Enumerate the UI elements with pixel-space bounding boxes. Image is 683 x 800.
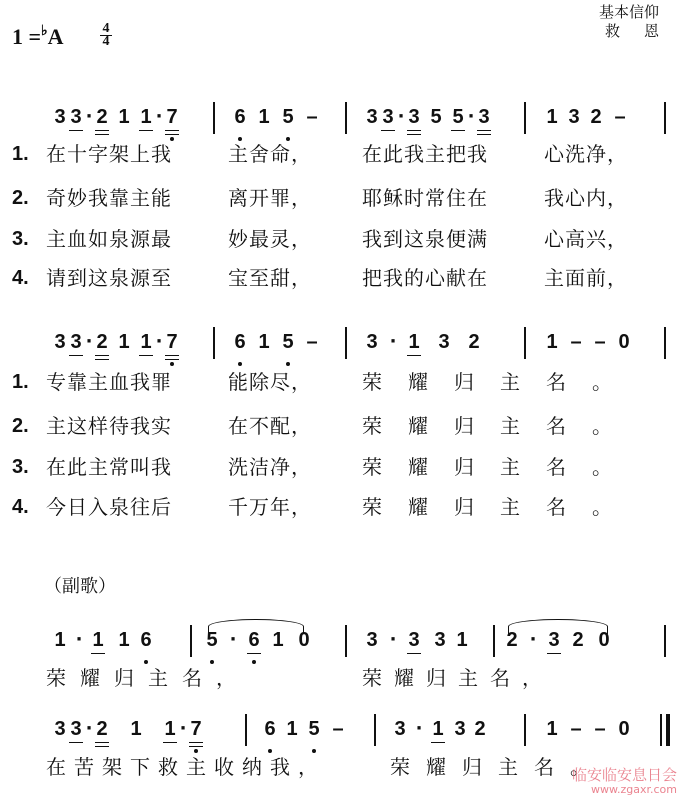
chorus-lyric-phrase: 荣耀归主名， (46, 666, 250, 690)
barline (374, 714, 376, 746)
verse-number: 4. (12, 267, 29, 289)
barline (190, 625, 192, 657)
barline (345, 102, 347, 134)
measure-4: 1 3 2 – (546, 106, 626, 128)
barline (524, 102, 526, 134)
barline (345, 625, 347, 657)
lyric-phrase: 主血如泉源最 (46, 227, 172, 251)
lyric-phrase: 今日入泉往后 (46, 495, 172, 519)
chorus-label: （副歌） (44, 576, 116, 597)
watermark-text: 临安临安息日会 (571, 766, 677, 784)
lyric-phrase: 能除尽， (228, 370, 312, 394)
lyric-phrase: 在此我主把我 (362, 142, 488, 166)
measure-4: 2 · 3 2 0 (506, 629, 610, 651)
barline (664, 102, 666, 134)
verse-number: 2. (12, 187, 29, 209)
barline (493, 625, 495, 657)
measure-1: 1 · 1 1 6 (52, 629, 154, 663)
barline (524, 327, 526, 359)
chorus-lyric-phrase: 在苦架下救主收纳我， (46, 755, 326, 779)
barline (213, 102, 215, 134)
lyric-phrase: 荣耀归主名。 (362, 370, 638, 394)
chorus-notation-row-1 (0, 629, 683, 663)
barline (213, 327, 215, 359)
barline (345, 327, 347, 359)
final-barline (660, 714, 662, 746)
lyric-phrase: 在不配， (228, 414, 312, 438)
measure-3: 3 3 · 3 5 5 · 3 (364, 106, 492, 140)
watermark-url: www.zgaxr.com (591, 783, 677, 796)
measure-2: 6 1 5 – (262, 718, 346, 752)
lyric-phrase: 荣耀归主名。 (362, 455, 638, 479)
time-signature: 4 4 (102, 21, 110, 49)
verse-number: 2. (12, 415, 29, 437)
lyric-phrase: 洗洁净， (228, 455, 312, 479)
measure-1: 3 3 · 2 1 1 · 7 (52, 331, 180, 365)
barline (664, 625, 666, 657)
lyric-phrase: 耶稣时常住在 (362, 186, 488, 210)
lyric-phrase: 主面前， (544, 266, 628, 290)
measure-4: 1 – – 0 (546, 718, 630, 740)
lyric-phrase: 在此主常叫我 (46, 455, 172, 479)
lyric-phrase: 荣耀归主名。 (362, 414, 638, 438)
measure-1: 3 3 · 2 1 1 · 7 (52, 106, 180, 140)
lyric-phrase: 我到这泉便满 (362, 227, 488, 251)
barline (524, 714, 526, 746)
lyric-phrase: 心洗净， (544, 142, 628, 166)
lyric-phrase: 荣耀归主名。 (362, 495, 638, 519)
measure-3: 3 · 3 3 1 (366, 629, 468, 651)
lyric-phrase: 主这样待我实 (46, 414, 172, 438)
measure-2: 5 · 6 1 0 (204, 629, 312, 663)
lyric-phrase: 宝至甜， (228, 266, 312, 290)
category-label: 基本信仰 救恩 (598, 3, 683, 40)
measure-2: 6 1 5 – (232, 331, 320, 365)
lyric-phrase: 把我的心献在 (362, 266, 488, 290)
measure-1: 3 3 · 2 1 1 · 7 (52, 718, 204, 752)
lyric-phrase: 在十字架上我 (46, 142, 172, 166)
lyric-phrase: 千万年， (228, 495, 312, 519)
verse-number: 1. (12, 371, 29, 393)
lyric-phrase: 我心内， (544, 186, 628, 210)
lyric-phrase: 离开罪， (228, 186, 312, 210)
chorus-lyric-phrase: 荣耀归主名， (362, 666, 554, 690)
verse-number: 3. (12, 228, 29, 250)
lyric-phrase: 专靠主血我罪 (46, 370, 172, 394)
verse-number: 1. (12, 143, 29, 165)
verse-number: 3. (12, 456, 29, 478)
notation-row-2 (0, 331, 683, 365)
lyric-phrase: 奇妙我靠主能 (46, 186, 172, 210)
measure-3: 3 · 1 3 2 (394, 718, 486, 740)
lyric-phrase: 心高兴， (544, 227, 628, 251)
measure-2: 6 1 5 – (232, 106, 320, 140)
lyric-phrase: 请到这泉源至 (46, 266, 172, 290)
lyric-phrase: 主舍命， (228, 142, 312, 166)
measure-3: 3 · 1 3 2 (366, 331, 480, 353)
time-signature-line (100, 35, 112, 36)
barline (245, 714, 247, 746)
chorus-lyric-phrase: 荣耀归主名。 (390, 755, 606, 779)
lyric-phrase: 妙最灵， (228, 227, 312, 251)
notation-row-1 (0, 106, 683, 140)
chorus-notation-row-2 (0, 718, 683, 752)
measure-4: 1 – – 0 (546, 331, 630, 353)
barline (664, 327, 666, 359)
key-signature: 1 =♭A (12, 24, 64, 49)
verse-number: 4. (12, 496, 29, 518)
